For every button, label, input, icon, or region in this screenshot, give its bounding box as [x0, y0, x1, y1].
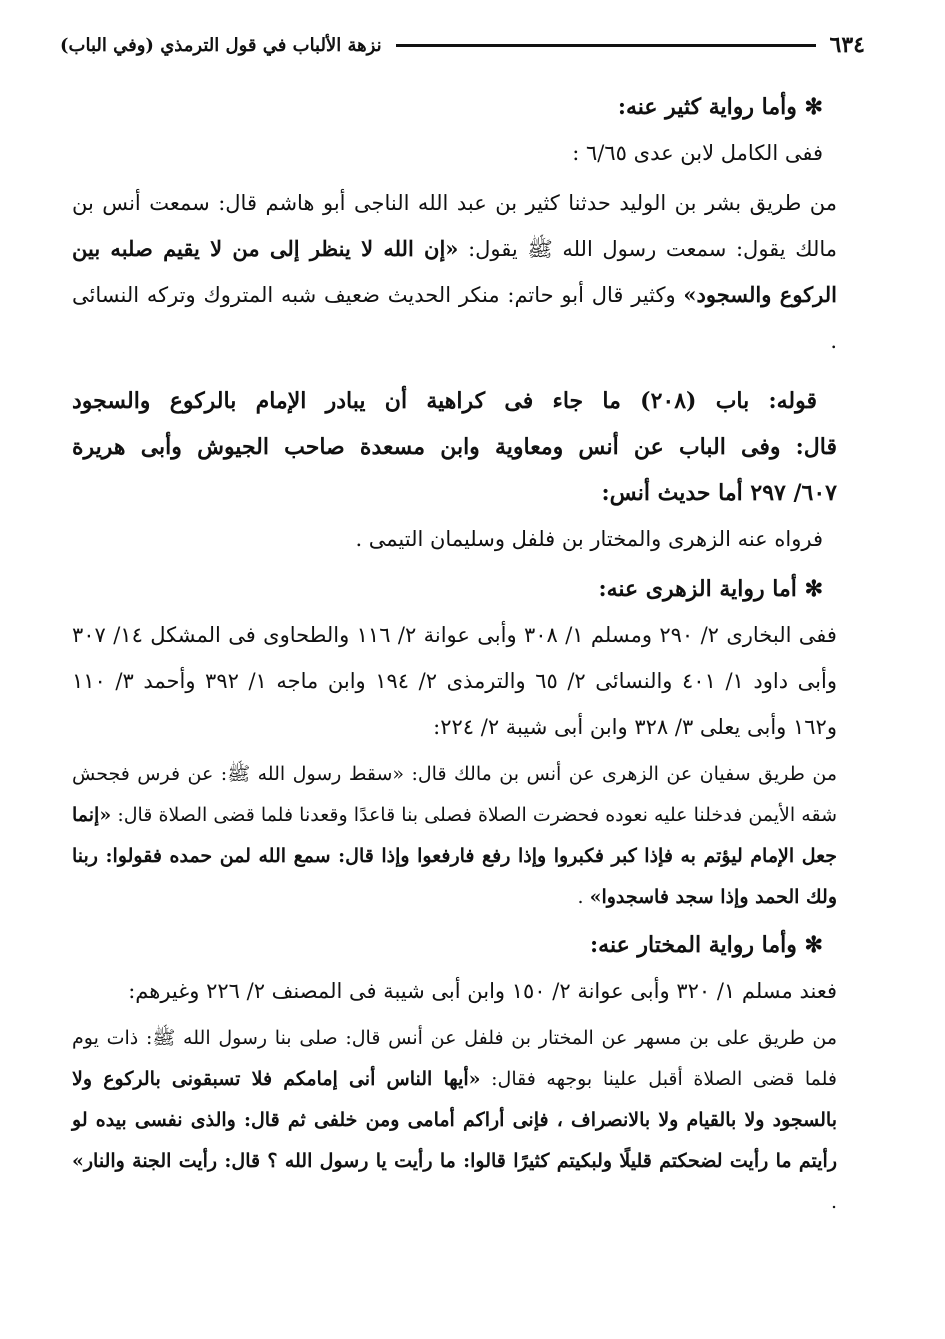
zuhri-isnad: من طريق سفيان عن الزهرى عن أنس بن مالك قال: «سقط رسول الله ﷺ: عن فرس فجحش شقه الأيمن فدخلنا عليه نعوده فحضرت الصلاة فصلى بنا قاعدًا وقعدنا فلما قضى الصلاة قال: — [72, 763, 837, 826]
kathir-narration-heading: ✻ وأما رواية كثير عنه: — [617, 94, 823, 120]
zuhri-narration-heading: ✻ أما رواية الزهرى عنه: — [598, 576, 823, 602]
chapter-companions-line: قال: وفى الباب عن أنس ومعاوية وابن مسعدة صاحب الجيوش وأبى هريرة — [72, 434, 837, 460]
kathir-paragraph — [72, 180, 837, 364]
page-header — [60, 30, 865, 60]
zuhri-end: . — [577, 886, 590, 908]
zuhri-hadith-text: «إنما جعل الإمام ليؤتم به فإذا كبر فكبروا وإذا رفع فارفعوا وإذا قال: سمع الله لمن حمده فقولوا: ربنا ولك الحمد وإذا سجد فاسجدوا» — [72, 804, 837, 908]
page-body — [72, 84, 837, 1227]
mukhtar-narration-heading: ✻ وأما رواية المختار عنه: — [590, 932, 823, 958]
kathir-isnad: من طريق بشر بن الوليد حدثنا كثير بن عبد الله الناجى أبو هاشم قال: سمعت أنس بن مالك يقول: سمعت رسول الله ﷺ يقول: — [72, 191, 838, 261]
mukhtar-hadith-text: «أيها الناس أنى إمامكم فلا تسبقونى بالركوع ولا بالسجود ولا بالقيام ولا بالانصراف ، فإنى أراكم أمامى ومن خلفى ثم قال: والذى نفسى بيده لو رأيتم ما رأيت لضحكتم قليلًا ولبكيتم كثيرًا قالوا: ما رأيت يا رسول الله ؟ قال: رأيت الجنة والنار» — [72, 1068, 837, 1172]
chapter-heading — [72, 378, 837, 470]
header-rule — [396, 44, 816, 47]
anas-narrators: فرواه عنه الزهرى والمختار بن فلفل وسليمان التيمى . — [355, 527, 823, 551]
zuhri-references: ففى البخارى ٢/ ٢٩٠ ومسلم ١/ ٣٠٨ وأبى عوانة ٢/ ١١٦ والطحاوى فى المشكل ١٤/ ٣٠٧ وأبى داود ١/ ٤٠١ والنسائى ٢/ ٦٥ والترمذى ٢/ ١٩٤ وابن ماجه ١/ ٣٩٢ وأحمد ٣/ ١١٠ و١٦٢ وأبى يعلى ٣/ ٣٢٨ وابن أبى شيبة ٢/ ٢٢٤: — [72, 623, 837, 739]
mukhtar-isnad: من طريق على بن مسهر عن المختار بن فلفل عن أنس قال: صلى بنا رسول الله ﷺ: ذات يوم فلما قضى الصلاة أقبل علينا بوجهه فقال: — [72, 1027, 837, 1090]
mukhtar-end: . — [830, 1191, 837, 1213]
mukhtar-references: فعند مسلم ١/ ٣٢٠ وأبى عوانة ٢/ ١٥٠ وابن أبى شيبة فى المصنف ٢/ ٢٢٦ وغيرهم: — [128, 979, 837, 1003]
page-number: ٦٣٤ — [829, 32, 865, 58]
kathir-hadith-text: «إن الله لا ينظر إلى من لا يقيم صلبه بين الركوع والسجود» — [72, 236, 837, 307]
mukhtar-paragraph — [72, 1018, 837, 1223]
kamil-reference: ففى الكامل لابن عدى ٦/٦٥ : — [572, 141, 823, 165]
zuhri-paragraph — [72, 754, 837, 918]
chapter-title-line: قوله: باب (٢٠٨) ما جاء فى كراهية أن يبادر الإمام بالركوع والسجود — [72, 388, 817, 414]
kathir-grading: وكثير قال أبو حاتم: منكر الحديث ضعيف شبه المتروك وتركه النسائى . — [72, 283, 837, 353]
running-title: نزهة الألباب في قول الترمذي (وفي الباب) — [60, 34, 382, 56]
anas-hadith-heading: ٦٠٧/ ٢٩٧ أما حديث أنس: — [601, 480, 837, 506]
